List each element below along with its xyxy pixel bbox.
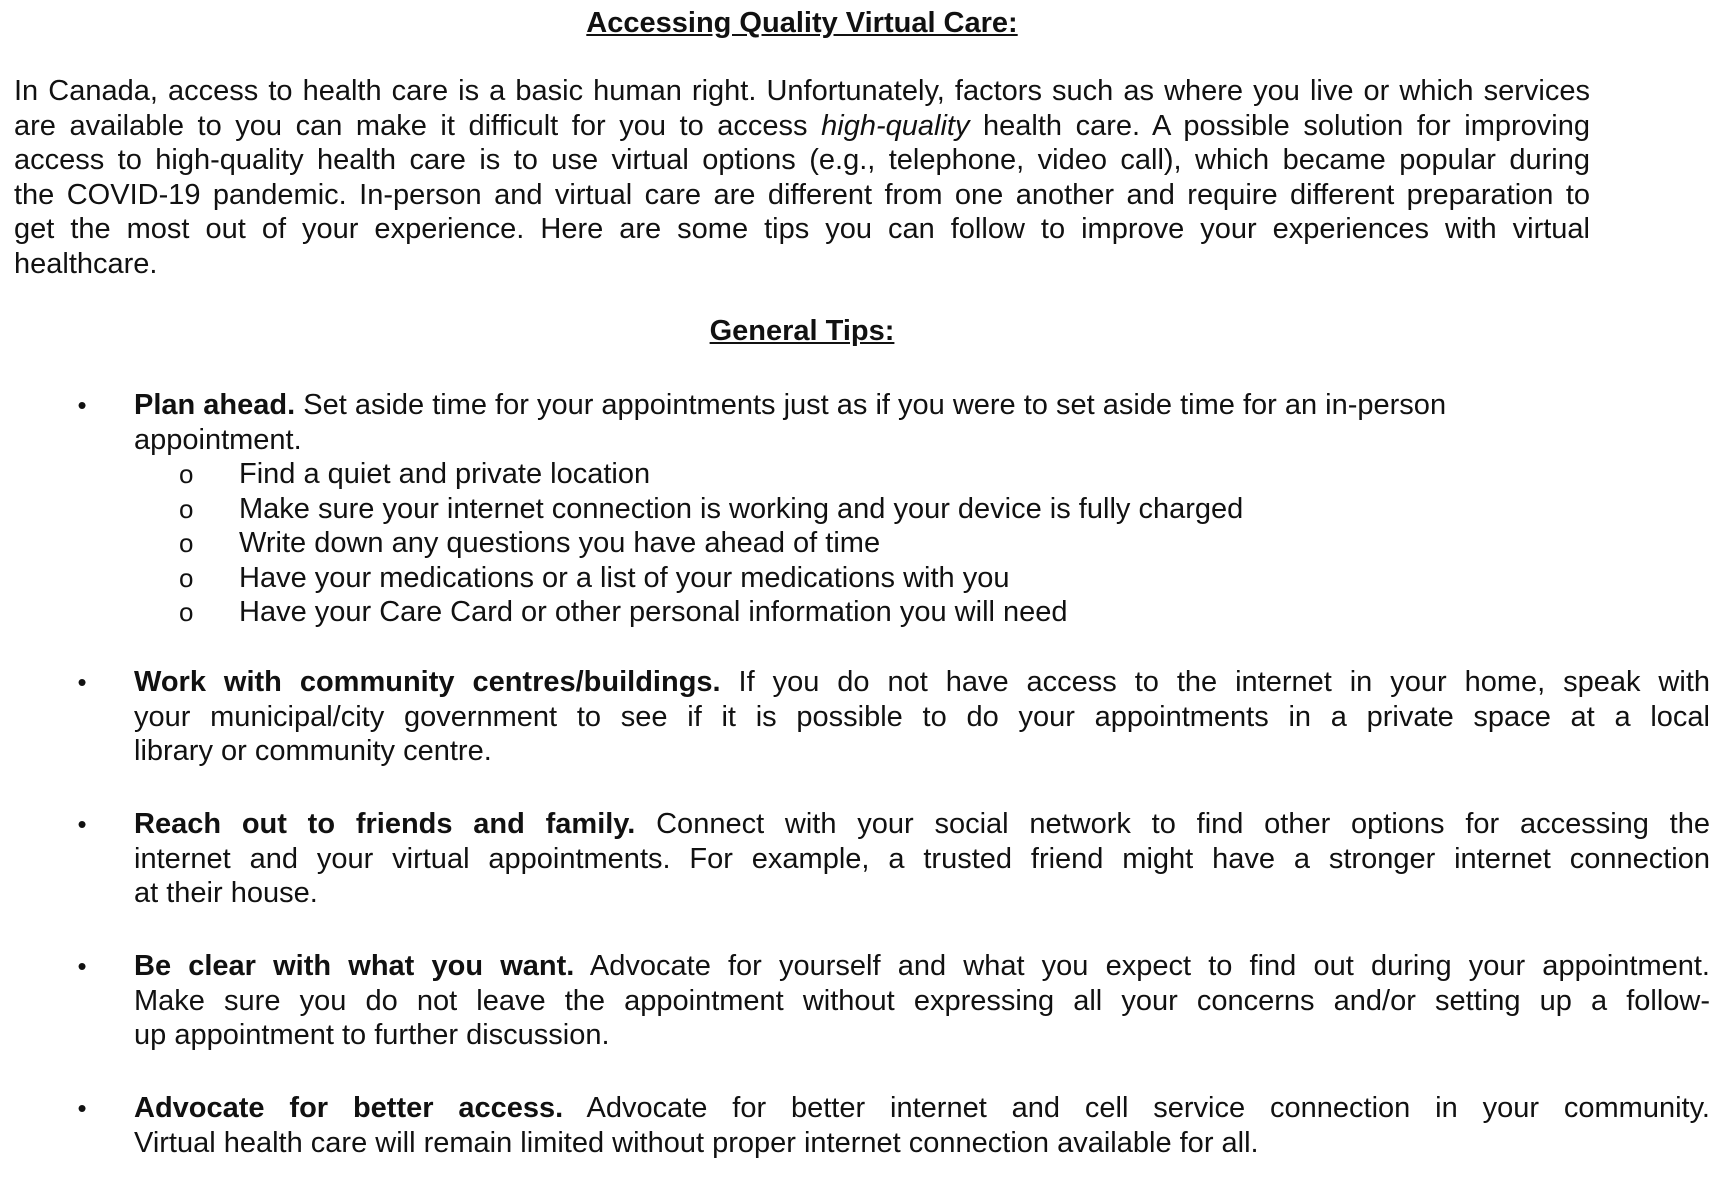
tip-lead: Plan ahead. bbox=[134, 389, 296, 421]
intro-line: access to high-quality health care is to use virtual options (e.g., telephone, video call), which became popular during bbox=[14, 144, 1590, 176]
intro-line: get the most out of your experience. Here are some tips you can follow to improve your experiences with virtual bbox=[14, 213, 1590, 245]
circle-bullet-icon: o bbox=[179, 493, 194, 524]
tip-lead: Advocate for better access. bbox=[134, 1092, 564, 1124]
tip-lead: Be clear with what you want. bbox=[134, 950, 575, 982]
circle-bullet-icon: o bbox=[179, 528, 194, 558]
circle-bullet-icon: o bbox=[179, 459, 194, 489]
section-title: General Tips: bbox=[709, 315, 895, 347]
sub-list-item: o Have your Care Card or other personal information you will need bbox=[179, 596, 1068, 628]
intro-line: are available to you can make it difficult for you to access high-quality health care. A possible solution for improving bbox=[14, 109, 1590, 142]
bullet-icon: • bbox=[77, 390, 87, 420]
tip-item: • Reach out to friends and family. Connect with your social network to find other options for accessing the internet and your virtual appointments. For example, a trusted friend might have a stronger internet connection at their house. bbox=[14, 807, 1710, 911]
bullet-icon: • bbox=[77, 951, 87, 981]
tip-item: • Advocate for better access. Advocate for better internet and cell service connection in your community. Virtual health care will remain limited without proper internet connection available for all. bbox=[14, 1091, 1710, 1160]
emphasis: high-quality bbox=[821, 109, 970, 142]
circle-bullet-icon: o bbox=[179, 562, 194, 593]
sub-list-item: o Find a quiet and private location bbox=[179, 458, 651, 490]
tip-item: • Plan ahead. Set aside time for your appointments just as if you were to set aside time for an in-person appointment. o Find a quiet and private location o Make sure your internet connection is working and your device is fully charged o Write down any questions you have ahead of time o Have your medications or a list of your medications with you o Have your Care Card or other personal information you will need bbox=[14, 388, 1710, 630]
intro-line: In Canada, access to health care is a basic human right. Unfortunately, factors such as where you live or which services bbox=[14, 75, 1590, 107]
bullet-icon: • bbox=[77, 1093, 87, 1123]
tip-item: • Work with community centres/buildings. If you do not have access to the internet in your home, speak with your municipal/city government to see if it is possible to do your appointments in a private space at a local library or community centre. bbox=[14, 665, 1710, 769]
circle-bullet-icon: o bbox=[179, 597, 194, 627]
intro-paragraph bbox=[14, 74, 1590, 281]
page-title: Accessing Quality Virtual Care: bbox=[586, 7, 1018, 39]
intro-line: the COVID-19 pandemic. In-person and virtual care are different from one another and require different preparation to bbox=[14, 178, 1590, 211]
bullet-icon: • bbox=[77, 809, 87, 839]
sub-list bbox=[134, 457, 1710, 630]
sub-list-item: o Write down any questions you have ahead of time bbox=[179, 527, 881, 559]
bullet-icon: • bbox=[77, 667, 87, 697]
sub-list-item: o Make sure your internet connection is working and your device is fully charged bbox=[179, 492, 1244, 525]
sub-list-item: o Have your medications or a list of your medications with you bbox=[179, 561, 1010, 594]
tip-lead: Work with community centres/buildings. bbox=[134, 666, 721, 698]
tip-lead: Reach out to friends and family. bbox=[134, 808, 636, 840]
tip-item: • Be clear with what you want. Advocate for yourself and what you expect to find out during your appointment. Make sure you do not leave the appointment without expressing all your concerns and/or setting up a follow- up appointment to further discussion. bbox=[14, 949, 1710, 1053]
intro-line: healthcare. bbox=[14, 247, 158, 280]
